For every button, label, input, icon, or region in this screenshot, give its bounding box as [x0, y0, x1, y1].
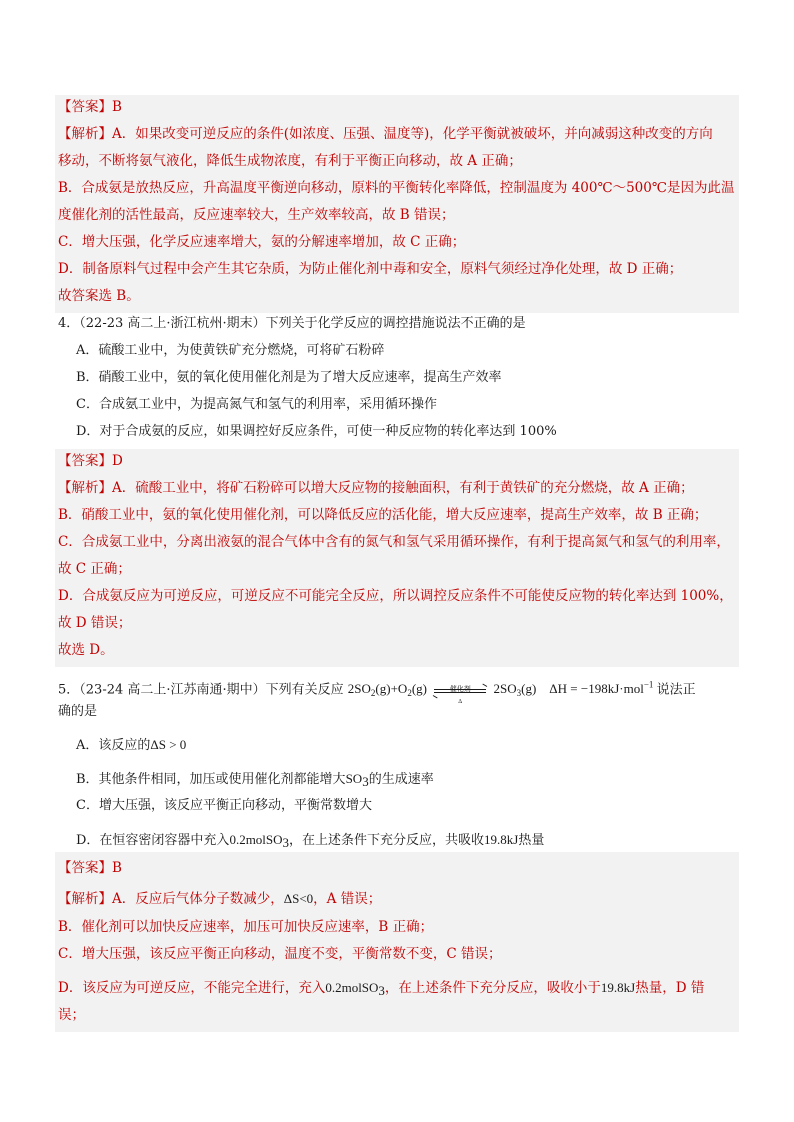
question-5-stem — [58, 676, 696, 706]
question-5-stem-line-2: 确的是 — [58, 704, 98, 719]
analysis-line: D．制备原料气过程中会产生其它杂质，为防止催化剂中毒和安全，原料气须经过净化处理，故 D 正确； — [58, 261, 683, 277]
question-4-option-d: D．对于合成氨的反应，如果调控好反应条件，可使一种反应物的转化率达到 100% — [76, 424, 557, 439]
analysis-line: C．增大压强，化学反应速率增大，氨的分解速率增加，故 C 正确； — [58, 234, 466, 250]
question-5-stem-prefix: 5．（23-24 高二上·江苏南通·期中）下列有关反应 — [58, 682, 344, 698]
enthalpy-change: ΔH = −198kJ·mol — [549, 681, 644, 697]
analysis-text: D．该反应为可逆反应，不能完全进行，充入 — [58, 980, 326, 996]
option-text: B．其他条件相同，加压或使用催化剂都能增大 — [76, 772, 346, 787]
eq-part: (g) — [411, 681, 427, 697]
answer-line: 【答案】B — [58, 99, 122, 115]
eq-subscript: 2 — [370, 688, 376, 699]
analysis-line: 故 D 错误； — [58, 615, 132, 631]
analysis-line: B．合成氨是放热反应，升高温度平衡逆向移动，原料的平衡转化率降低，控制温度为 400℃～500℃是因为此温 — [58, 180, 735, 196]
option-text: 的生成速率 — [368, 772, 434, 787]
analysis-line — [58, 890, 381, 908]
eq-subscript: 3 — [282, 835, 290, 850]
heat-label: Δ — [458, 699, 463, 706]
question-4-option-a: A．硫酸工业中，为使黄铁矿充分燃烧，可将矿石粉碎 — [76, 343, 385, 358]
analysis-line: 移动，不断将氨气液化，降低生成物浓度，有利于平衡正向移动，故 A 正确； — [58, 153, 522, 169]
question-5-stem-suffix: 说法正 — [656, 682, 696, 698]
eq-part: (g)+O — [375, 681, 408, 697]
analysis-line: B．硝酸工业中，氨的氧化使用催化剂，可以降低反应的活化能，增大反应速率，提高生产效率，故 B 正确； — [58, 507, 708, 523]
answer-line: 【答案】D — [58, 453, 123, 469]
math-expression: ΔS > 0 — [150, 737, 187, 752]
question-4-option-b: B．硝酸工业中，氨的氧化使用催化剂是为了增大反应速率，提高生产效率 — [76, 370, 502, 385]
option-text: 热量 — [518, 833, 545, 848]
reaction-equation — [347, 680, 657, 706]
conclusion-line: 故选 D。 — [58, 642, 114, 658]
analysis-line: C．合成氨工业中，分离出液氨的混合气体中含有的氮气和氢气采用循环操作，有利于提高氮气和氢气的利用率， — [58, 534, 730, 550]
math-expression: 19.8kJ — [600, 980, 636, 995]
math-expression: ΔS<0 — [283, 891, 314, 906]
question-5-option-c: C．增大压强，该反应平衡正向移动，平衡常数增大 — [76, 798, 372, 813]
eq-part: (g) — [521, 681, 537, 697]
eq-superscript: −1 — [643, 680, 654, 690]
eq-product: 2SO — [493, 681, 517, 697]
eq-subscript: 3 — [362, 774, 369, 789]
eq-reactant-1: 2SO — [347, 681, 371, 697]
option-text: D．在恒容密闭容器中充入 — [76, 833, 230, 848]
math-expression: 0.2molSO — [229, 832, 283, 847]
math-expression: 19.8kJ — [484, 832, 519, 847]
answer-block-5 — [55, 852, 739, 1032]
analysis-line: 【解析】A．如果改变可逆反应的条件(如浓度、压强、温度等)，化学平衡就被破坏，并向减弱这种改变的方向 — [58, 126, 713, 142]
conclusion-line: 故答案选 B。 — [58, 288, 140, 304]
answer-line: 【答案】B — [58, 860, 122, 876]
analysis-line: C．增大压强，该反应平衡正向移动，温度不变，平衡常数不变，C 错误； — [58, 946, 502, 962]
question-5-option-d — [76, 831, 544, 852]
question-5-option-a — [76, 736, 186, 755]
analysis-text: ，A 错误； — [313, 891, 382, 907]
analysis-text: ，在上述条件下充分反应，吸收小于 — [384, 980, 601, 996]
math-expression: SO — [345, 771, 363, 786]
reversible-arrow — [432, 683, 488, 706]
analysis-line — [58, 979, 704, 1000]
analysis-line: 度催化剂的活性最高，反应速率较大，生产效率较高，故 B 错误； — [58, 207, 455, 223]
analysis-line: D．合成氨反应为可逆反应，可逆反应不可能完全反应，所以调控反应条件不可能使反应物的转化率达到 100%， — [58, 588, 733, 604]
eq-subscript: 3 — [378, 983, 385, 998]
analysis-text: 【解析】A．反应后气体分子数减少， — [58, 891, 284, 907]
option-text: A．该反应的 — [76, 738, 151, 753]
eq-subscript: 3 — [516, 688, 522, 699]
question-5-option-b — [76, 770, 434, 791]
analysis-line: 【解析】A．硫酸工业中，将矿石粉碎可以增大反应物的接触面积，有利于黄铁矿的充分燃烧，故 A 正确； — [58, 480, 694, 496]
option-text: ，在上述条件下充分反应，共吸收 — [289, 833, 485, 848]
eq-subscript: 2 — [407, 688, 412, 699]
math-expression: 0.2molSO — [325, 980, 379, 995]
analysis-line: 误； — [58, 1007, 85, 1023]
catalyst-label: 催化剂 — [449, 685, 471, 694]
question-4-stem: 4．（22-23 高二上·浙江杭州·期末）下列关于化学反应的调控措施说法不正确的是 — [58, 316, 526, 331]
analysis-line: 故 C 正确； — [58, 561, 131, 577]
analysis-line: B．催化剂可以加快反应速率，加压可加快反应速率，B 正确； — [58, 919, 434, 935]
analysis-text: 热量，D 错 — [635, 980, 705, 996]
question-4-option-c: C．合成氨工业中，为提高氮气和氢气的利用率，采用循环操作 — [76, 397, 437, 412]
